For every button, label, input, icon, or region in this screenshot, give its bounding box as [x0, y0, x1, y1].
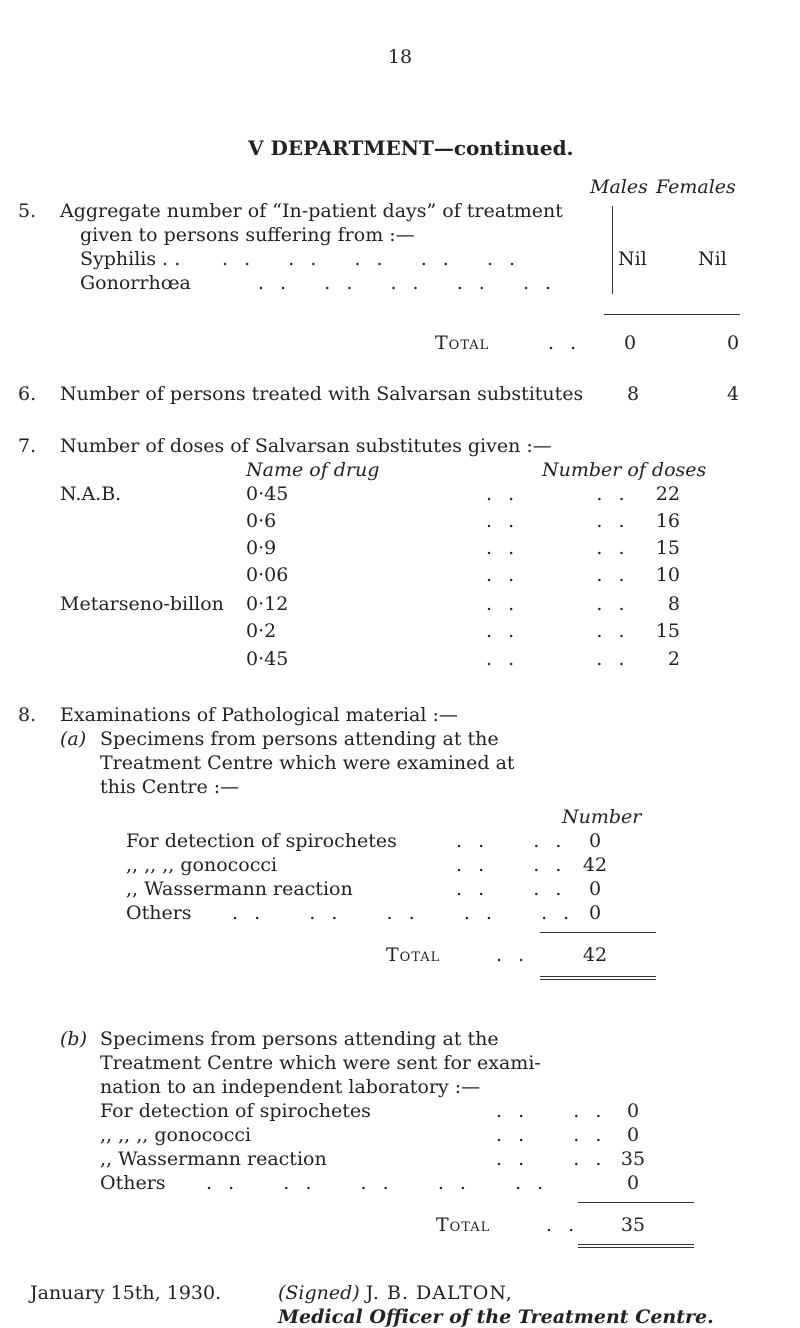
s8b-line3: nation to an independent laboratory :— — [100, 1076, 481, 1098]
drug-strength: 0·45 — [246, 483, 289, 505]
exam-value: 0 — [588, 902, 602, 924]
leader-dots: . . . . . . . . . . — [206, 1172, 549, 1194]
leader-dots: . . . . . . . . . . — [258, 272, 557, 294]
report-date: January 15th, 1930. — [30, 1282, 222, 1304]
leader-dots: . . . . — [456, 830, 567, 852]
leader-dots: . . . . — [486, 648, 630, 670]
signatory-title: Medical Officer of the Treatment Centre. — [278, 1306, 714, 1328]
s8a-label: (a) — [60, 728, 87, 750]
drug-name-metarseno: Metarseno-billon — [60, 593, 224, 615]
dose-count: 22 — [655, 483, 680, 505]
s8b-total-value: 35 — [620, 1214, 646, 1236]
dose-count: 8 — [667, 593, 680, 615]
total-rule — [578, 1202, 694, 1203]
exam-label: ,, ,, ,, gonococci — [126, 854, 278, 876]
dose-count: 10 — [655, 564, 680, 586]
s5-gonorrhoea-label: Gonorrhœa — [80, 272, 191, 294]
col-females-header: Females — [656, 176, 736, 198]
leader-dots: . . . . — [456, 878, 567, 900]
s8a-total-value: 42 — [582, 944, 608, 966]
leader-dots: . . . . — [496, 1148, 607, 1170]
s8a-line3: this Centre :— — [100, 776, 240, 798]
s6-text: Number of persons treated with Salvarsan substitutes — [60, 383, 584, 405]
exam-value: 0 — [588, 830, 602, 852]
s8a-line2: Treatment Centre which were examined at — [100, 752, 515, 774]
item-number-7: 7. — [18, 435, 37, 457]
page-number: 18 — [387, 46, 413, 68]
exam-value: 0 — [626, 1124, 640, 1146]
signed-label: (Signed) — [278, 1282, 360, 1304]
s8b-line2: Treatment Centre which were sent for exami- — [100, 1052, 541, 1074]
total-rule — [540, 932, 656, 933]
drug-strength: 0·6 — [246, 510, 277, 532]
s8b-label: (b) — [60, 1028, 87, 1050]
exam-label: For detection of spirochetes — [100, 1100, 371, 1122]
exam-value: 35 — [620, 1148, 646, 1170]
exam-label: ,, Wassermann reaction — [126, 878, 353, 900]
brace — [606, 206, 613, 294]
dose-count: 15 — [655, 537, 680, 559]
drug-strength: 0·9 — [246, 537, 277, 559]
s7-text: Number of doses of Salvarsan substitutes given :— — [60, 435, 552, 457]
leader-dots: . . . . — [486, 483, 630, 505]
total-rule — [604, 314, 740, 315]
exam-value: 0 — [626, 1172, 640, 1194]
leader-dots: . . . . — [496, 1124, 607, 1146]
item-number-5: 5. — [18, 200, 37, 222]
s5-total-females: 0 — [726, 332, 740, 354]
s6-females: 4 — [726, 383, 740, 405]
s8b-total-label: Total — [436, 1214, 491, 1236]
drug-strength: 0·2 — [246, 620, 277, 642]
drug-name-nab: N.A.B. — [60, 483, 122, 505]
double-rule — [578, 1244, 694, 1248]
page-heading: V DEPARTMENT—continued. — [248, 136, 574, 160]
leader-dots: . . — [496, 944, 530, 966]
leader-dots: . . — [548, 332, 582, 354]
dose-count: 2 — [667, 648, 680, 670]
s8b-line1: Specimens from persons attending at the — [100, 1028, 499, 1050]
s5-line1: Aggregate number of “In-patient days” of treatment — [60, 200, 563, 222]
exam-value: 0 — [588, 878, 602, 900]
exam-label: For detection of spirochetes — [126, 830, 397, 852]
s5-total-label: Total — [435, 332, 490, 354]
col-drug-header: Name of drug — [246, 459, 380, 481]
leader-dots: . . . . . . . . . . — [232, 902, 575, 924]
double-rule — [540, 976, 656, 980]
exam-value: 42 — [582, 854, 608, 876]
s5-line2: given to persons suffering from :— — [80, 224, 415, 246]
s5-syphilis-label: Syphilis . . — [80, 248, 181, 270]
leader-dots: . . . . — [486, 510, 630, 532]
drug-strength: 0·45 — [246, 648, 289, 670]
item-number-6: 6. — [18, 383, 37, 405]
s5-males-value: Nil — [618, 248, 647, 270]
leader-dots: . . . . — [486, 620, 630, 642]
leader-dots: . . . . — [456, 854, 567, 876]
dose-count: 16 — [655, 510, 680, 532]
leader-dots: . . . . — [486, 593, 630, 615]
signature-line — [278, 1284, 513, 1303]
leader-dots: . . . . — [496, 1100, 607, 1122]
s8-text: Examinations of Pathological material :— — [60, 704, 458, 726]
leader-dots: . . . . . . . . . . — [222, 248, 521, 270]
exam-label: Others — [126, 902, 192, 924]
leader-dots: . . — [546, 1214, 580, 1236]
col-number-header: Number — [562, 806, 642, 828]
leader-dots: . . . . — [486, 564, 630, 586]
drug-strength: 0·06 — [246, 564, 289, 586]
dose-count: 15 — [655, 620, 680, 642]
col-males-header: Males — [590, 176, 648, 198]
s8a-line1: Specimens from persons attending at the — [100, 728, 499, 750]
s5-total-males: 0 — [623, 332, 637, 354]
s6-males: 8 — [626, 383, 640, 405]
exam-label: ,, Wassermann reaction — [100, 1148, 327, 1170]
exam-label: ,, ,, ,, gonococci — [100, 1124, 252, 1146]
s8a-total-label: Total — [386, 944, 441, 966]
s5-females-value: Nil — [698, 248, 727, 270]
exam-label: Others — [100, 1172, 166, 1194]
leader-dots: . . . . — [486, 537, 630, 559]
exam-value: 0 — [626, 1100, 640, 1122]
drug-strength: 0·12 — [246, 593, 289, 615]
signatory-name: J. B. DALTON, — [365, 1282, 513, 1304]
col-doses-header: Number of doses — [542, 459, 707, 481]
item-number-8: 8. — [18, 704, 37, 726]
